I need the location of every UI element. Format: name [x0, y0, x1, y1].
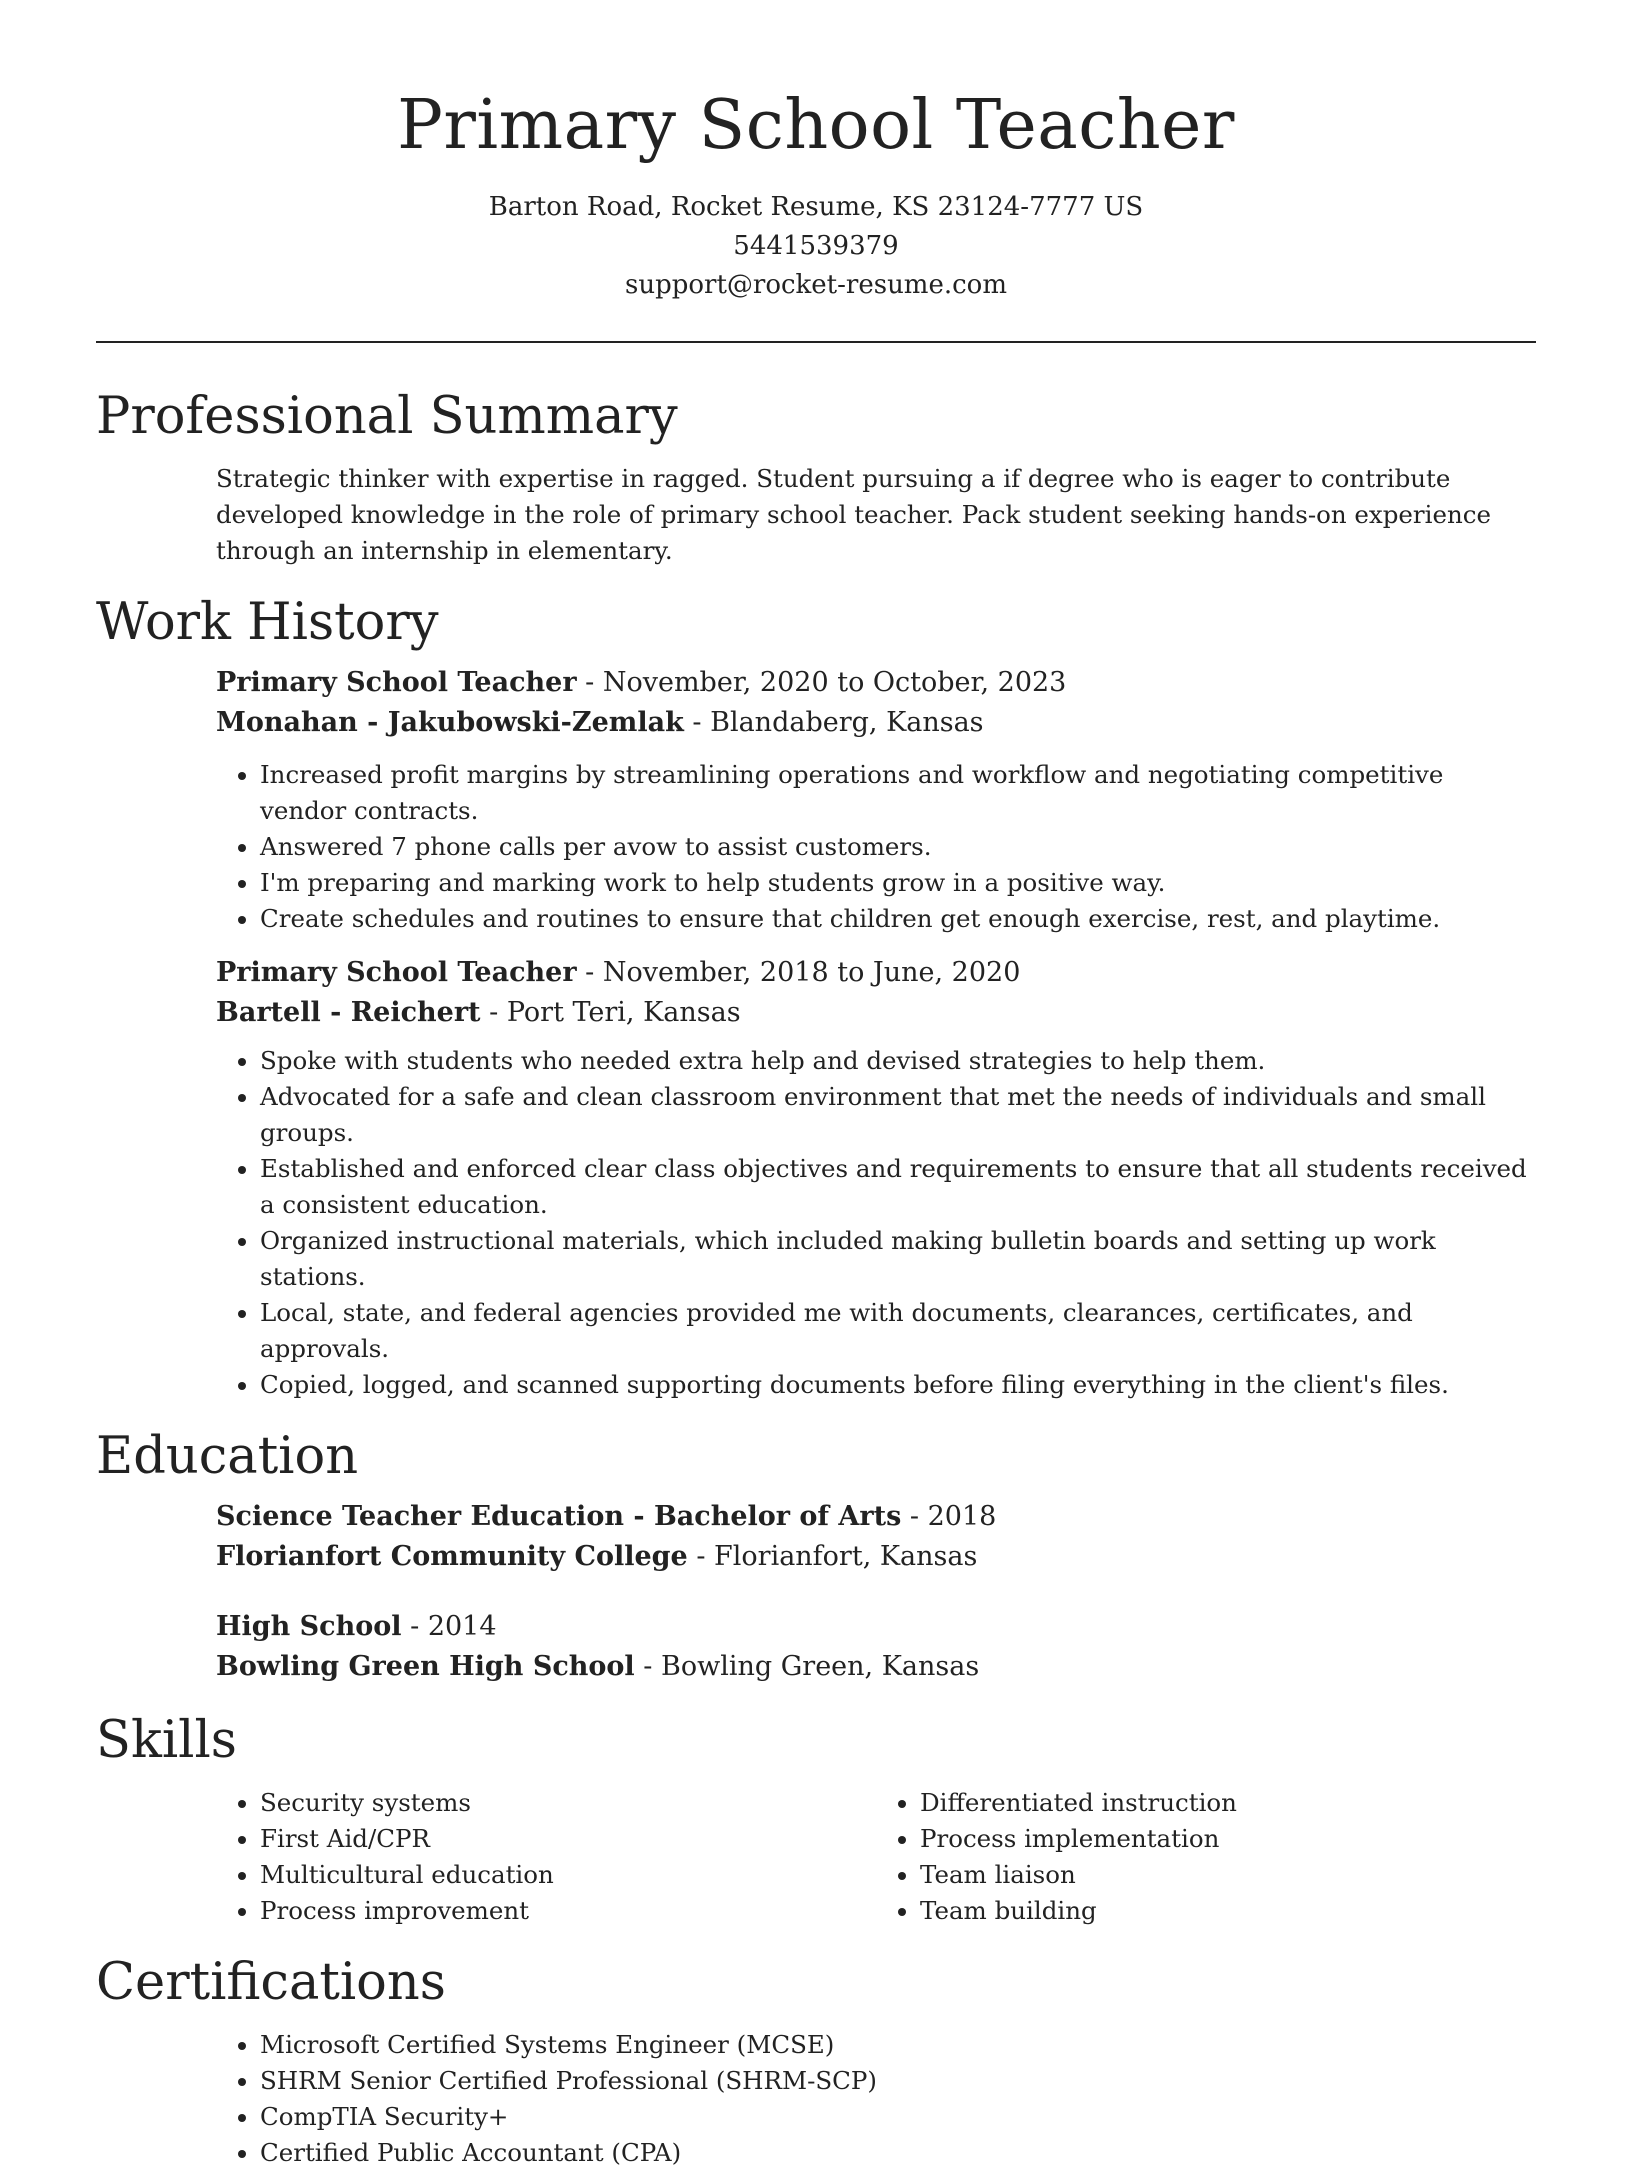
list-item: • Multicultural education: [260, 1857, 876, 1893]
section-title-skills: Skills: [96, 1711, 237, 1770]
list-item: • Increased profit margins by streamlining operations and workflow and negotiating competitive vendor contracts.: [260, 757, 1536, 829]
job-dates: November, 2018 to June, 2020: [602, 957, 1021, 988]
candidate-name: Primary School Teacher: [397, 86, 1235, 165]
list-item: • Differentiated instruction: [920, 1785, 1536, 1821]
degree: High School: [216, 1611, 402, 1642]
degree-line: [216, 1497, 1536, 1537]
separator: -: [576, 957, 603, 988]
contact-info: [96, 188, 1536, 305]
list-item: • Process improvement: [260, 1893, 876, 1929]
list-item: • CompTIA Security+: [260, 2099, 1536, 2135]
list-item: • Copied, logged, and scanned supporting documents before filing everything in the client's files.: [260, 1367, 1536, 1403]
section-title-work-history: Work History: [96, 593, 439, 652]
resume-header: [96, 0, 1536, 305]
job-responsibilities: [216, 757, 1536, 937]
separator: -: [576, 667, 603, 698]
school-name: Florianfort Community College: [216, 1541, 688, 1572]
school-location: Bowling Green, Kansas: [660, 1651, 980, 1682]
graduation-year: 2014: [427, 1611, 497, 1642]
degree-line: [216, 1607, 1536, 1647]
separator: -: [901, 1501, 928, 1532]
job-company-line: [216, 703, 1536, 743]
job-company: Monahan - Jakubowski-Zemlak: [216, 707, 684, 738]
graduation-year: 2018: [927, 1501, 997, 1532]
separator: -: [687, 1541, 715, 1572]
list-item: • Security systems: [260, 1785, 876, 1821]
school-line: [216, 1647, 1536, 1687]
certifications-list: [216, 2027, 1536, 2171]
list-item: • Team liaison: [920, 1857, 1536, 1893]
email-address: support@rocket-resume.com: [624, 270, 1007, 300]
phone-number: 5441539379: [733, 231, 899, 261]
job-title-line: [216, 953, 1536, 993]
skills-column-right: [876, 1785, 1536, 1929]
resume-page: [96, 0, 1536, 2171]
section-title-summary: Professional Summary: [96, 387, 678, 446]
job-title-line: [216, 663, 1536, 703]
summary-text: Strategic thinker with expertise in ragged. Student pursuing a if degree who is eager to contribute developed knowledge in the role of primary school teacher. Pack student seeking hands-on experience through an internship in elementary.: [216, 464, 1491, 565]
list-item: • Answered 7 phone calls per avow to assist customers.: [260, 829, 1536, 865]
list-item: • Process implementation: [920, 1821, 1536, 1857]
list-item: • Team building: [920, 1893, 1536, 1929]
separator: -: [480, 997, 507, 1028]
list-item: • SHRM Senior Certified Professional (SHRM-SCP): [260, 2063, 1536, 2099]
work-entry: [216, 663, 1536, 937]
list-item: • I'm preparing and marking work to help students grow in a positive way.: [260, 865, 1536, 901]
job-role: Primary School Teacher: [216, 957, 577, 988]
certifications-items: [216, 2027, 1536, 2171]
degree: Science Teacher Education - Bachelor of Arts: [216, 1501, 902, 1532]
school-line: [216, 1537, 1536, 1577]
list-item: • Microsoft Certified Systems Engineer (MCSE): [260, 2027, 1536, 2063]
header-divider: [96, 341, 1536, 343]
list-item: • Local, state, and federal agencies provided me with documents, clearances, certificates, and approvals.: [260, 1295, 1536, 1367]
skills-column-left: [216, 1785, 876, 1929]
separator: -: [401, 1611, 428, 1642]
education-entry: [216, 1497, 1536, 1577]
job-responsibilities: [216, 1043, 1536, 1403]
section-title-certifications: Certifications: [96, 1953, 446, 2012]
job-location: Port Teri, Kansas: [506, 997, 741, 1028]
list-item: • First Aid/CPR: [260, 1821, 876, 1857]
section-title-education: Education: [96, 1427, 359, 1486]
list-item: • Create schedules and routines to ensure that children get enough exercise, rest, and playtime.: [260, 901, 1536, 937]
summary-section: [216, 461, 1536, 569]
list-item: • Spoke with students who needed extra help and devised strategies to help them.: [260, 1043, 1536, 1079]
list-item: • Certified Public Accountant (CPA): [260, 2135, 1536, 2171]
separator: -: [683, 707, 711, 738]
job-role: Primary School Teacher: [216, 667, 577, 698]
job-company-line: [216, 993, 1536, 1033]
school-location: Florianfort, Kansas: [714, 1541, 978, 1572]
list-item: • Organized instructional materials, which included making bulletin boards and setting up work stations.: [260, 1223, 1536, 1295]
skills-list: [216, 1785, 1536, 1929]
job-company: Bartell - Reichert: [216, 997, 481, 1028]
address: Barton Road, Rocket Resume, KS 23124-7777 US: [488, 192, 1144, 222]
education-entry: [216, 1607, 1536, 1687]
school-name: Bowling Green High School: [216, 1651, 635, 1682]
list-item: • Established and enforced clear class objectives and requirements to ensure that all students received a consistent education.: [260, 1151, 1536, 1223]
list-item: • Advocated for a safe and clean classroom environment that met the needs of individuals and small groups.: [260, 1079, 1536, 1151]
work-entry: [216, 953, 1536, 1403]
job-location: Blandaberg, Kansas: [710, 707, 984, 738]
job-dates: November, 2020 to October, 2023: [602, 667, 1067, 698]
separator: -: [634, 1651, 661, 1682]
